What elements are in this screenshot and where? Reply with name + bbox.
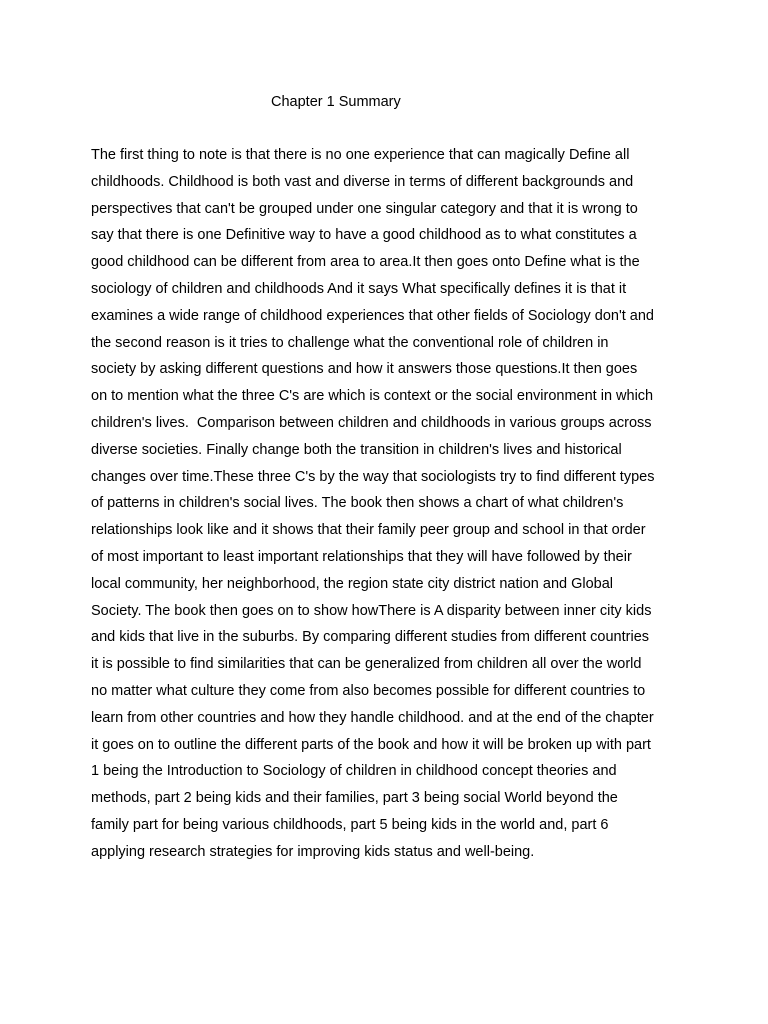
paragraph-line: The first thing to note is that there is no one experience that can magically Define all	[91, 147, 630, 163]
paragraph-line: and kids that live in the suburbs. By comparing different studies from different countries	[91, 629, 650, 646]
paragraph-line: 1 being the Introduction to Sociology of children in childhood concept theories and	[91, 763, 617, 780]
paragraph-line: say that there is one Definitive way to have a good childhood as to what constitutes a	[91, 227, 637, 244]
paragraph-line: it goes on to outline the different parts of the book and how it will be broken up with part	[91, 736, 651, 753]
paragraph-line: Society. The book then goes on to show howThere is A disparity between inner city kids	[91, 602, 652, 619]
paragraph-line: no matter what culture they come from also becomes possible for different countries to	[91, 682, 646, 699]
paragraph-line: good childhood can be different from area to area.It then goes onto Define what is the	[91, 254, 640, 271]
document-body	[91, 145, 691, 869]
paragraph-line: diverse societies. Finally change both the transition in children's lives and historical	[91, 441, 622, 458]
paragraph-line: local community, her neighborhood, the region state city district nation and Global	[91, 575, 614, 592]
paragraph-line: of patterns in children's social lives. The book then shows a chart of what children's	[91, 495, 624, 512]
paragraph-line: learn from other countries and how they handle childhood. and at the end of the chapter	[91, 709, 654, 726]
paragraph-line: society by asking different questions and how it answers those questions.It then goes	[91, 361, 638, 378]
paragraph-line: changes over time.These three C's by the way that sociologists try to find different types	[91, 468, 655, 485]
paragraph-line: of most important to least important relationships that they will have followed by their	[91, 548, 632, 565]
paragraph-line: relationships look like and it shows that their family peer group and school in that order	[91, 522, 646, 539]
paragraph-line: methods, part 2 being kids and their families, part 3 being social World beyond the	[91, 790, 618, 807]
document-title: Chapter 1 Summary	[271, 94, 401, 110]
paragraph-line: examines a wide range of childhood experiences that other fields of Sociology don't and	[91, 307, 654, 324]
paragraph-line: childhoods. Childhood is both vast and diverse in terms of different backgrounds and	[91, 173, 634, 190]
paragraph-line: sociology of children and childhoods And it says What specifically defines it is that it	[91, 280, 627, 297]
paragraph-line: the second reason is it tries to challenge what the conventional role of children in	[91, 334, 609, 351]
paragraph-line: on to mention what the three C's are which is context or the social environment in which	[91, 388, 654, 405]
paragraph-line: family part for being various childhoods, part 5 being kids in the world and, part 6	[91, 816, 609, 833]
paragraph-line: children's lives. Comparison between children and childhoods in various groups across	[91, 414, 652, 431]
paragraph-line: applying research strategies for improving kids status and well-being.	[91, 843, 535, 860]
paragraph-line: it is possible to find similarities that can be generalized from children all over the world	[91, 656, 642, 673]
paragraph-line: perspectives that can't be grouped under one singular category and that it is wrong to	[91, 200, 638, 217]
